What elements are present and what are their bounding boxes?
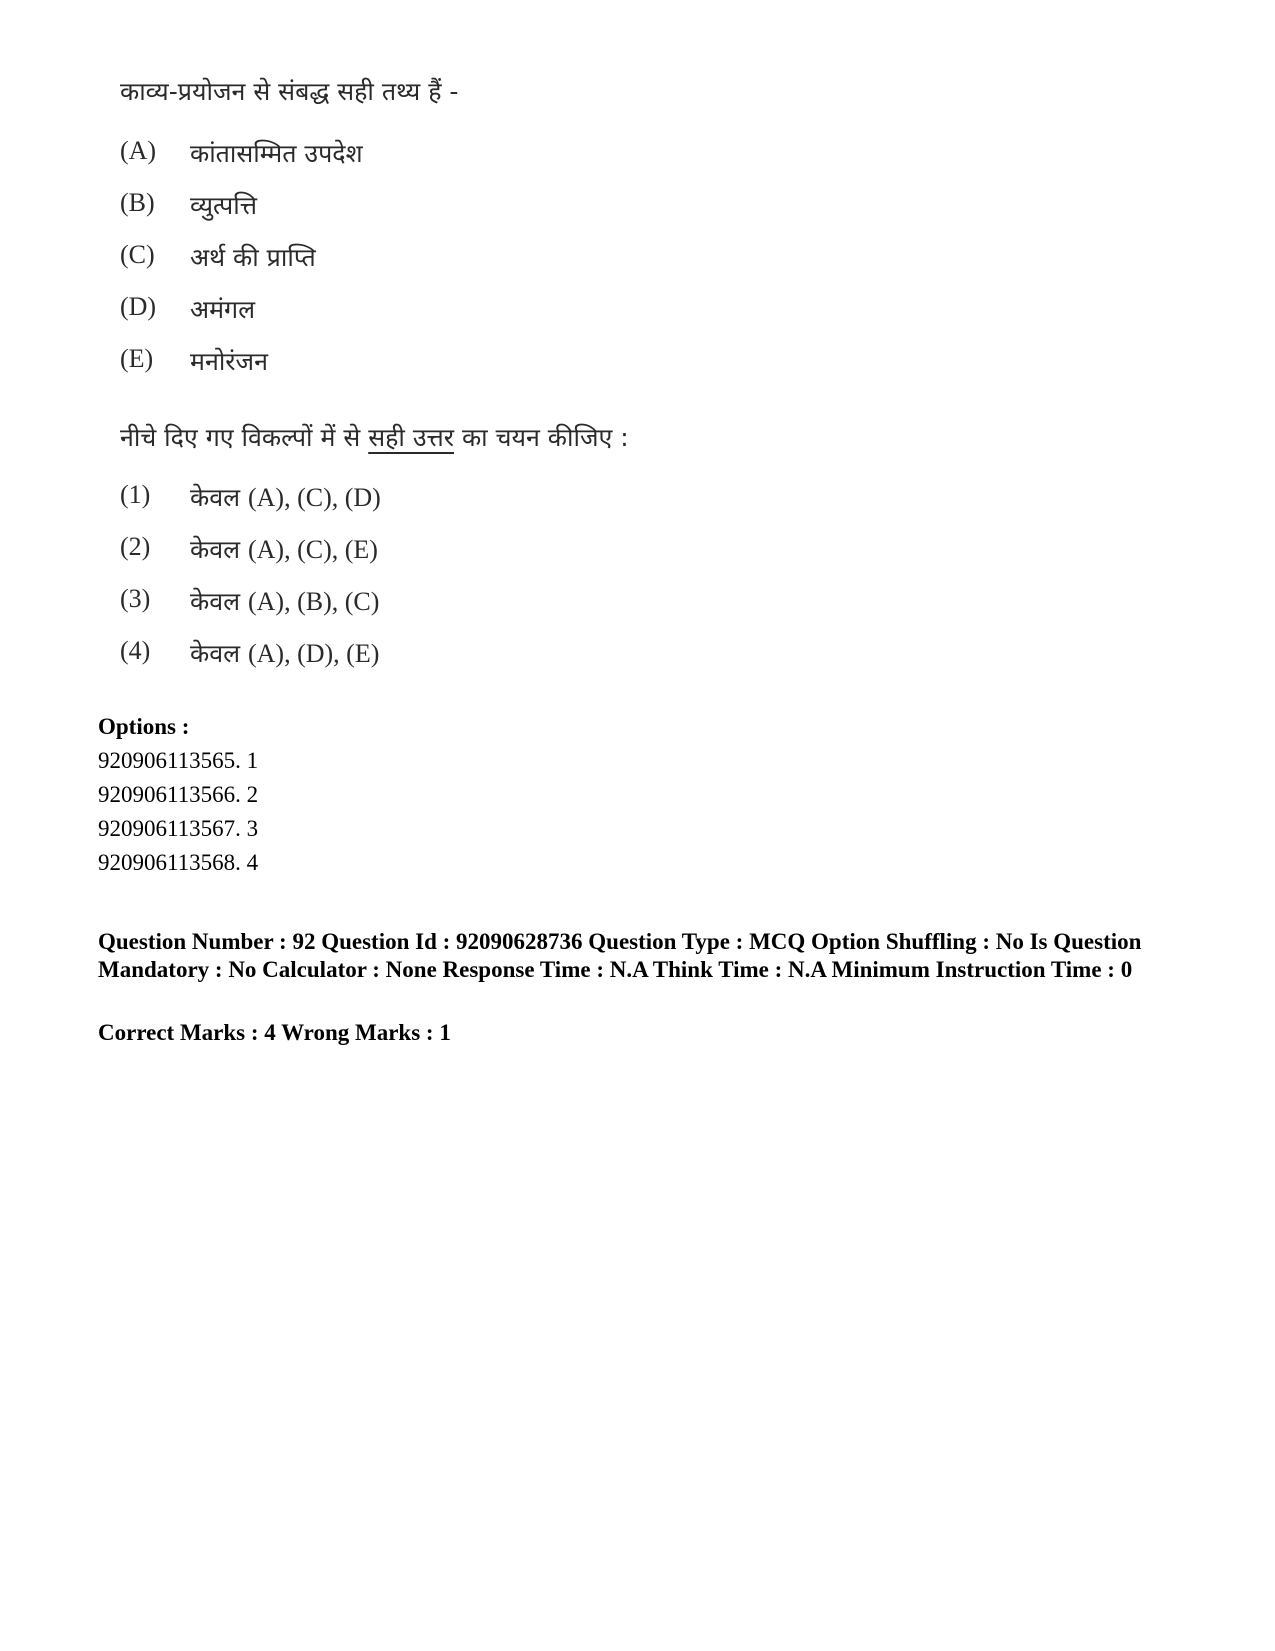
choice-text [190,480,381,514]
choice-items: (A), (D), (E) [248,639,380,668]
choice-prefix: केवल [190,483,248,512]
choice-prefix: केवल [190,639,248,668]
choice-prefix: केवल [190,587,248,616]
choice-text [190,532,378,566]
instruction-underlined: सही उत्तर [368,423,455,452]
choice-items: (A), (C), (E) [248,535,378,564]
statement-label: (A) [120,136,157,165]
statement-label: (B) [120,188,155,217]
choice-items: (A), (B), (C) [248,587,380,616]
instruction-post: का चयन कीजिए : [454,423,629,452]
marks-line: Correct Marks : 4 Wrong Marks : 1 [98,1020,451,1045]
instruction-pre: नीचे दिए गए विकल्पों में से [120,423,369,452]
statement-text: मनोरंजन [190,347,268,376]
choice-label: (4) [120,636,151,665]
option-line: 920906113565. 1 [98,748,259,773]
choice-text [190,584,379,618]
statement-text: अमंगल [190,295,256,324]
statement-label: (E) [120,344,154,373]
option-line: 920906113568. 4 [98,850,259,875]
option-line: 920906113567. 3 [98,816,259,841]
instruction-text [120,420,629,454]
choice-items: (A), (C), (D) [248,483,381,512]
statement-text: अर्थ की प्राप्ति [190,243,316,272]
choice-label: (2) [120,532,151,561]
statement-text: कांतासम्मित उपदेश [190,139,363,168]
statement-text: व्युत्पत्ति [190,191,258,220]
choice-label: (1) [120,480,151,509]
choice-text [190,636,379,670]
statement-label: (C) [120,240,155,269]
option-line: 920906113566. 2 [98,782,259,807]
choice-prefix: केवल [190,535,248,564]
question-metadata: Question Number : 92 Question Id : 92090628736 Question Type : MCQ Option Shuffling : No Is Question Mandatory : No Calculator : None Response Time : N.A Think Time : N.A Minimum Instruction Time : 0 [98,929,1142,982]
choice-label: (3) [120,584,151,613]
question-stem: काव्य-प्रयोजन से संबद्ध सही तथ्य हैं - [120,77,459,106]
options-title: Options : [98,714,190,739]
statement-label: (D) [120,292,157,321]
